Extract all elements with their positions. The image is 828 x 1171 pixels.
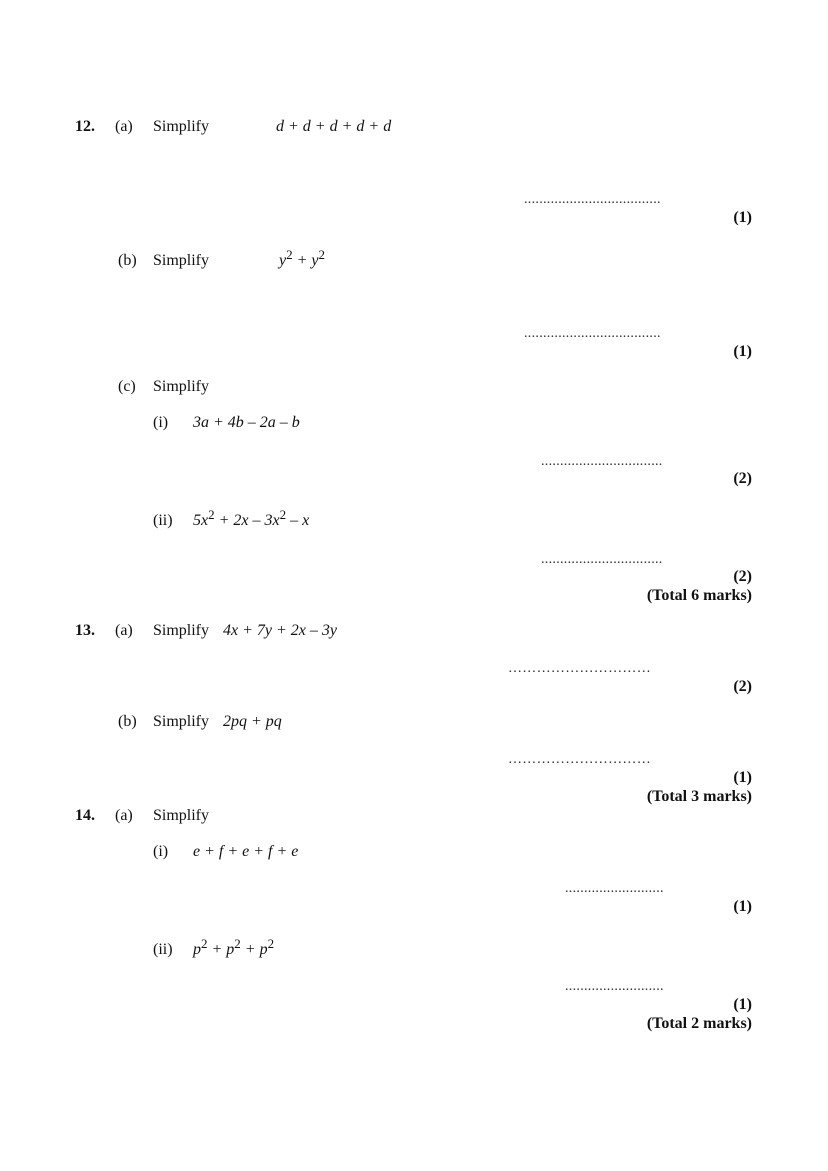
expression-13a: 4x + 7y + 2x – 3y [223,622,337,639]
question-number-14: 14. [75,807,95,824]
part-label-13a: (a) [115,622,133,639]
answer-line-12c-i[interactable]: ................................ [541,454,663,469]
marks-14a-ii: (1) [733,996,752,1013]
instruction-13b: Simplify [153,713,210,730]
answer-line-13b[interactable]: ………………………… [508,752,651,767]
subpart-label-12c-i: (i) [153,414,169,431]
answer-line-12a[interactable]: .................................... [524,192,661,207]
instruction-12c: Simplify [153,378,210,395]
subpart-label-12c-ii: (ii) [153,512,173,529]
marks-13a: (2) [733,678,752,695]
marks-12b: (1) [733,343,752,360]
marks-12a: (1) [733,209,752,226]
question-number-12: 12. [75,118,95,135]
expression-12c-i: 3a + 4b – 2a – b [193,414,300,431]
marks-12c-i: (2) [733,470,752,487]
answer-line-14a-i[interactable]: .......................... [565,881,664,896]
instruction-12b: Simplify [153,252,210,269]
part-label-12a: (a) [115,118,133,135]
part-label-12b: (b) [118,252,137,269]
answer-line-12c-ii[interactable]: ................................ [541,552,663,567]
marks-13b: (1) [733,769,752,786]
part-label-13b: (b) [118,713,137,730]
subpart-label-14a-i: (i) [153,843,169,860]
total-marks-13: (Total 3 marks) [646,788,752,805]
instruction-12a: Simplify [153,118,210,135]
instruction-13a: Simplify [153,622,210,639]
marks-12c-ii: (2) [733,568,752,585]
expression-12c-ii: $5x^2 + 2x - 3x^2 - x$ [193,507,310,529]
expression-14a-i: e + f + e + f + e [193,843,299,860]
question-number-13: 13. [75,622,95,639]
part-label-14a: (a) [115,807,133,824]
marks-14a-i: (1) [733,898,752,915]
part-label-12c: (c) [118,378,136,395]
answer-line-12b[interactable]: .................................... [524,326,661,341]
expression-12b: $y^2 + y^2$ [279,247,326,269]
subpart-label-14a-ii: (ii) [153,941,173,958]
instruction-14a: Simplify [153,807,210,824]
total-marks-12: (Total 6 marks) [646,587,752,604]
total-marks-14: (Total 2 marks) [646,1015,752,1032]
expression-13b: 2pq + pq [223,713,282,730]
expression-14a-ii: $p^2 + p^2 + p^2$ [193,936,275,958]
expression-12a: d + d + d + d + d [276,118,392,135]
answer-line-14a-ii[interactable]: .......................... [565,979,664,994]
answer-line-13a[interactable]: ………………………… [508,661,651,676]
